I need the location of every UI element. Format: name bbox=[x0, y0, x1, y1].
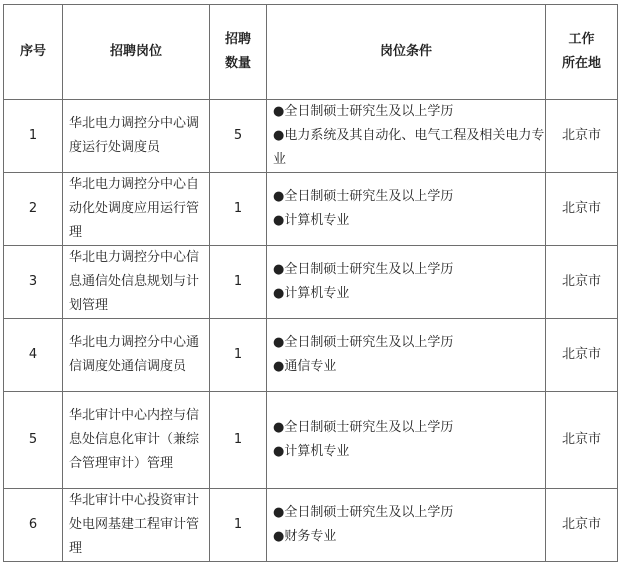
row-requirements bbox=[267, 392, 546, 489]
row-count: 1 bbox=[210, 173, 267, 246]
row-location: 北京市 bbox=[546, 173, 618, 246]
row-count: 1 bbox=[210, 489, 267, 562]
row-num: 1 bbox=[4, 100, 63, 173]
requirement-item: ●计算机专业 bbox=[273, 444, 350, 459]
row-requirements bbox=[267, 173, 546, 246]
row-num: 6 bbox=[4, 489, 63, 562]
row-location: 北京市 bbox=[546, 319, 618, 392]
row-num: 3 bbox=[4, 246, 63, 319]
header-count-line1: 招聘 bbox=[224, 32, 251, 47]
requirement-item: ●计算机专业 bbox=[273, 286, 350, 301]
row-location: 北京市 bbox=[546, 392, 618, 489]
table-row bbox=[4, 100, 618, 173]
requirement-item: ●全日制硕士研究生及以上学历 bbox=[273, 104, 454, 119]
header-count-line2: 数量 bbox=[224, 56, 251, 71]
row-count: 1 bbox=[210, 246, 267, 319]
row-requirements bbox=[267, 319, 546, 392]
row-position: 华北电力调控分中心通信调度处通信调度员 bbox=[63, 319, 210, 392]
recruitment-table bbox=[3, 4, 618, 562]
row-location: 北京市 bbox=[546, 489, 618, 562]
row-num: 2 bbox=[4, 173, 63, 246]
table-header-row bbox=[4, 5, 618, 100]
table-row bbox=[4, 173, 618, 246]
header-location-line1: 工作 bbox=[568, 32, 595, 47]
row-requirements bbox=[267, 100, 546, 173]
table-row bbox=[4, 319, 618, 392]
header-requirements: 岗位条件 bbox=[267, 5, 546, 100]
row-position: 华北电力调控分中心自动化处调度应用运行管理 bbox=[63, 173, 210, 246]
row-location: 北京市 bbox=[546, 246, 618, 319]
row-num: 4 bbox=[4, 319, 63, 392]
row-requirements bbox=[267, 489, 546, 562]
row-position: 华北审计中心投资审计处电网基建工程审计管理 bbox=[63, 489, 210, 562]
row-position: 华北电力调控分中心信息通信处信息规划与计划管理 bbox=[63, 246, 210, 319]
row-num: 5 bbox=[4, 392, 63, 489]
requirement-item: ●全日制硕士研究生及以上学历 bbox=[273, 189, 454, 204]
header-count bbox=[210, 5, 267, 100]
row-count: 5 bbox=[210, 100, 267, 173]
requirement-item: ●财务专业 bbox=[273, 529, 337, 544]
row-position: 华北审计中心内控与信息处信息化审计（兼综合管理审计）管理 bbox=[63, 392, 210, 489]
header-location bbox=[546, 5, 618, 100]
row-count: 1 bbox=[210, 392, 267, 489]
row-count: 1 bbox=[210, 319, 267, 392]
table-row bbox=[4, 489, 618, 562]
requirement-item: ●全日制硕士研究生及以上学历 bbox=[273, 335, 454, 350]
requirement-item: ●通信专业 bbox=[273, 359, 337, 374]
row-requirements bbox=[267, 246, 546, 319]
table-row bbox=[4, 246, 618, 319]
row-location: 北京市 bbox=[546, 100, 618, 173]
header-position: 招聘岗位 bbox=[63, 5, 210, 100]
table-row bbox=[4, 392, 618, 489]
header-num: 序号 bbox=[4, 5, 63, 100]
requirement-item: ●全日制硕士研究生及以上学历 bbox=[273, 420, 454, 435]
row-position: 华北电力调控分中心调度运行处调度员 bbox=[63, 100, 210, 173]
requirement-item: ●全日制硕士研究生及以上学历 bbox=[273, 262, 454, 277]
requirement-item: ●全日制硕士研究生及以上学历 bbox=[273, 505, 454, 520]
requirement-item: ●计算机专业 bbox=[273, 213, 350, 228]
header-location-line2: 所在地 bbox=[561, 56, 601, 71]
requirement-item: ●电力系统及其自动化、电气工程及相关电力专业 bbox=[273, 128, 545, 167]
